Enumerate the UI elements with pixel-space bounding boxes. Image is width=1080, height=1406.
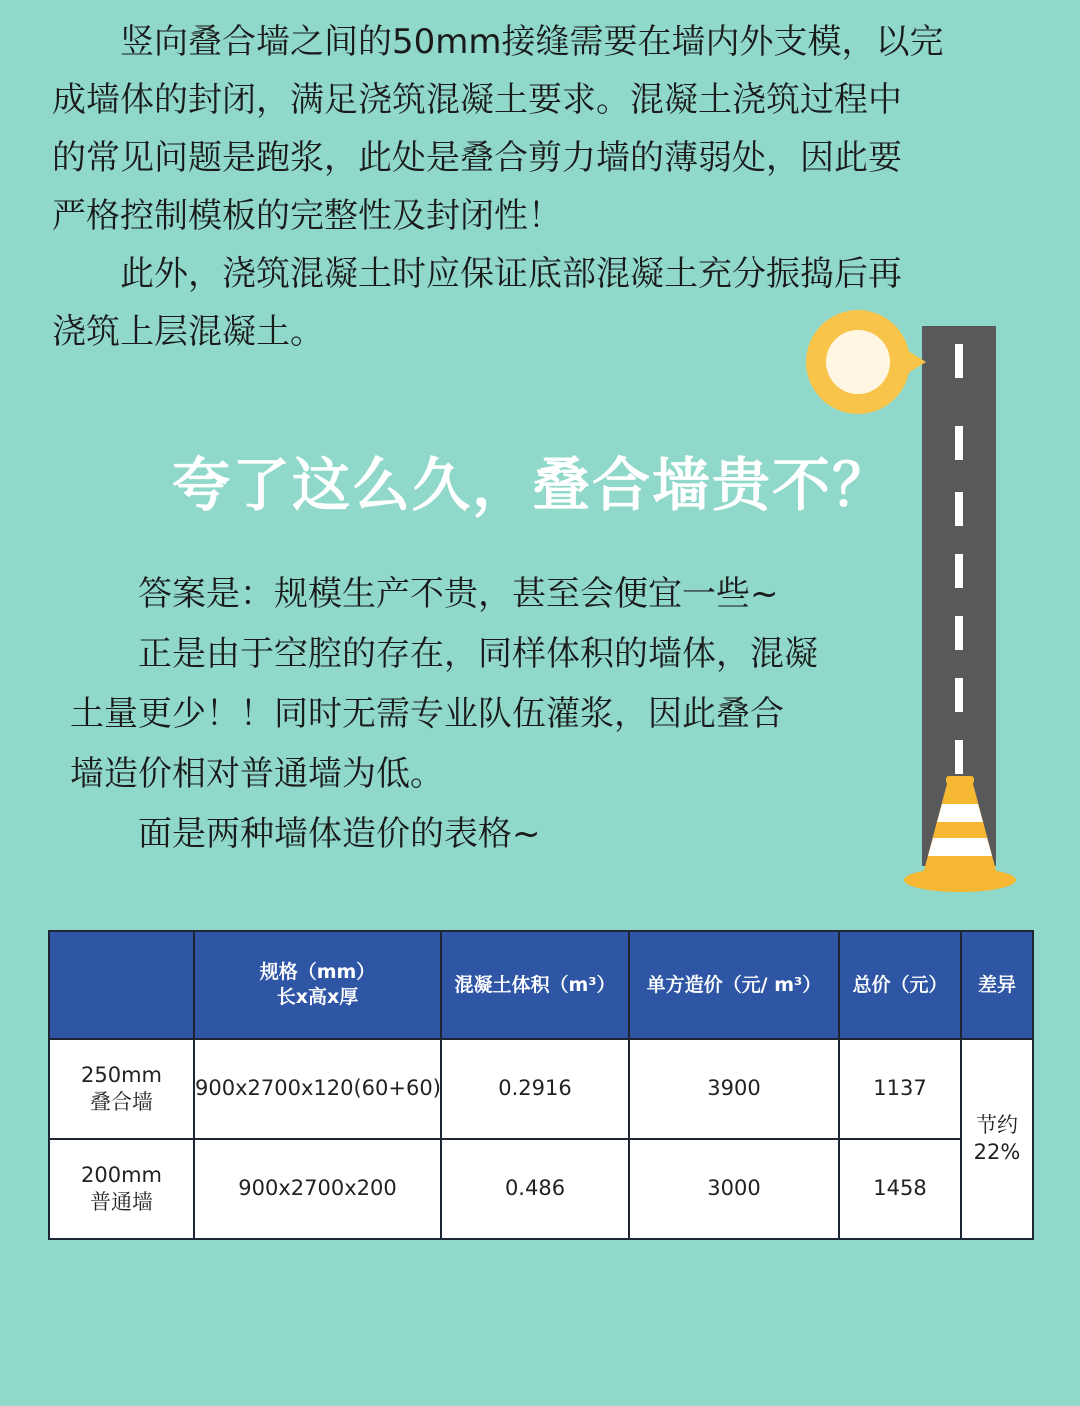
row-wall-type xyxy=(49,1139,194,1239)
paragraph-pouring-line-1: 此外，浇筑混凝土时应保证底部混凝土充分振捣后再 xyxy=(52,254,902,294)
answer-line-2: 正是由于空腔的存在，同样体积的墙体，混凝 xyxy=(70,634,818,674)
paragraph-joint-line-4: 严格控制模板的完整性及封闭性！ xyxy=(52,196,562,236)
road-dash xyxy=(955,554,963,588)
answer-line-4: 墙造价相对普通墙为低。 xyxy=(70,754,444,794)
wall-type-line-1: 200mm xyxy=(81,1162,162,1187)
road-dash xyxy=(955,426,963,460)
road-dash xyxy=(955,740,963,774)
header-volume: 混凝土体积（m³） xyxy=(441,931,629,1039)
row-spec: 900x2700x200 xyxy=(194,1139,441,1239)
table-row xyxy=(49,1139,1033,1239)
header-diff: 差异 xyxy=(961,931,1033,1039)
row-wall-type xyxy=(49,1039,194,1139)
answer-line-3: 土量更少！！同时无需专业队伍灌浆，因此叠合 xyxy=(70,694,784,734)
row-unit-price: 3000 xyxy=(629,1139,839,1239)
wall-type-line-2: 普通墙 xyxy=(90,1190,153,1214)
row-unit-price: 3900 xyxy=(629,1039,839,1139)
answer-line-1: 答案是：规模生产不贵，甚至会便宜一些~ xyxy=(70,574,779,614)
header-spec xyxy=(194,931,441,1039)
location-pin-center xyxy=(826,330,890,394)
header-unit-price: 单方造价（元/ m³） xyxy=(629,931,839,1039)
header-total: 总价（元） xyxy=(839,931,961,1039)
diff-line-1: 节约 xyxy=(976,1112,1018,1137)
paragraph-pouring-line-2: 浇筑上层混凝土。 xyxy=(52,312,324,352)
row-volume: 0.486 xyxy=(441,1139,629,1239)
cost-comparison-table xyxy=(48,930,1034,1240)
row-total: 1458 xyxy=(839,1139,961,1239)
wall-type-line-1: 250mm xyxy=(81,1062,162,1087)
road-dash xyxy=(955,344,963,378)
road-dash xyxy=(955,492,963,526)
diff-cell xyxy=(961,1039,1033,1239)
row-volume: 0.2916 xyxy=(441,1039,629,1139)
header-blank xyxy=(49,931,194,1039)
row-spec: 900x2700x120(60+60) xyxy=(194,1039,441,1139)
road-dash xyxy=(955,678,963,712)
table-header-row xyxy=(49,931,1033,1039)
answer-line-5: 面是两种墙体造价的表格~ xyxy=(70,814,541,854)
road-dash xyxy=(955,616,963,650)
paragraph-joint-line-3: 的常见问题是跑浆，此处是叠合剪力墙的薄弱处，因此要 xyxy=(52,138,902,178)
wall-type-line-2: 叠合墙 xyxy=(90,1090,153,1114)
paragraph-joint-line-2: 成墙体的封闭，满足浇筑混凝土要求。混凝土浇筑过程中 xyxy=(52,80,902,120)
header-spec-line-1: 规格（mm） xyxy=(259,961,376,984)
paragraph-joint-line-1: 竖向叠合墙之间的50mm接缝需要在墙内外支模，以完 xyxy=(52,22,944,62)
section-heading: 夸了这么久，叠合墙贵不？ xyxy=(172,451,893,519)
table-row xyxy=(49,1039,1033,1139)
traffic-cone-icon xyxy=(900,776,1020,896)
header-spec-line-2: 长x高x厚 xyxy=(276,986,359,1008)
diff-line-2: 22% xyxy=(973,1140,1021,1164)
row-total: 1137 xyxy=(839,1039,961,1139)
